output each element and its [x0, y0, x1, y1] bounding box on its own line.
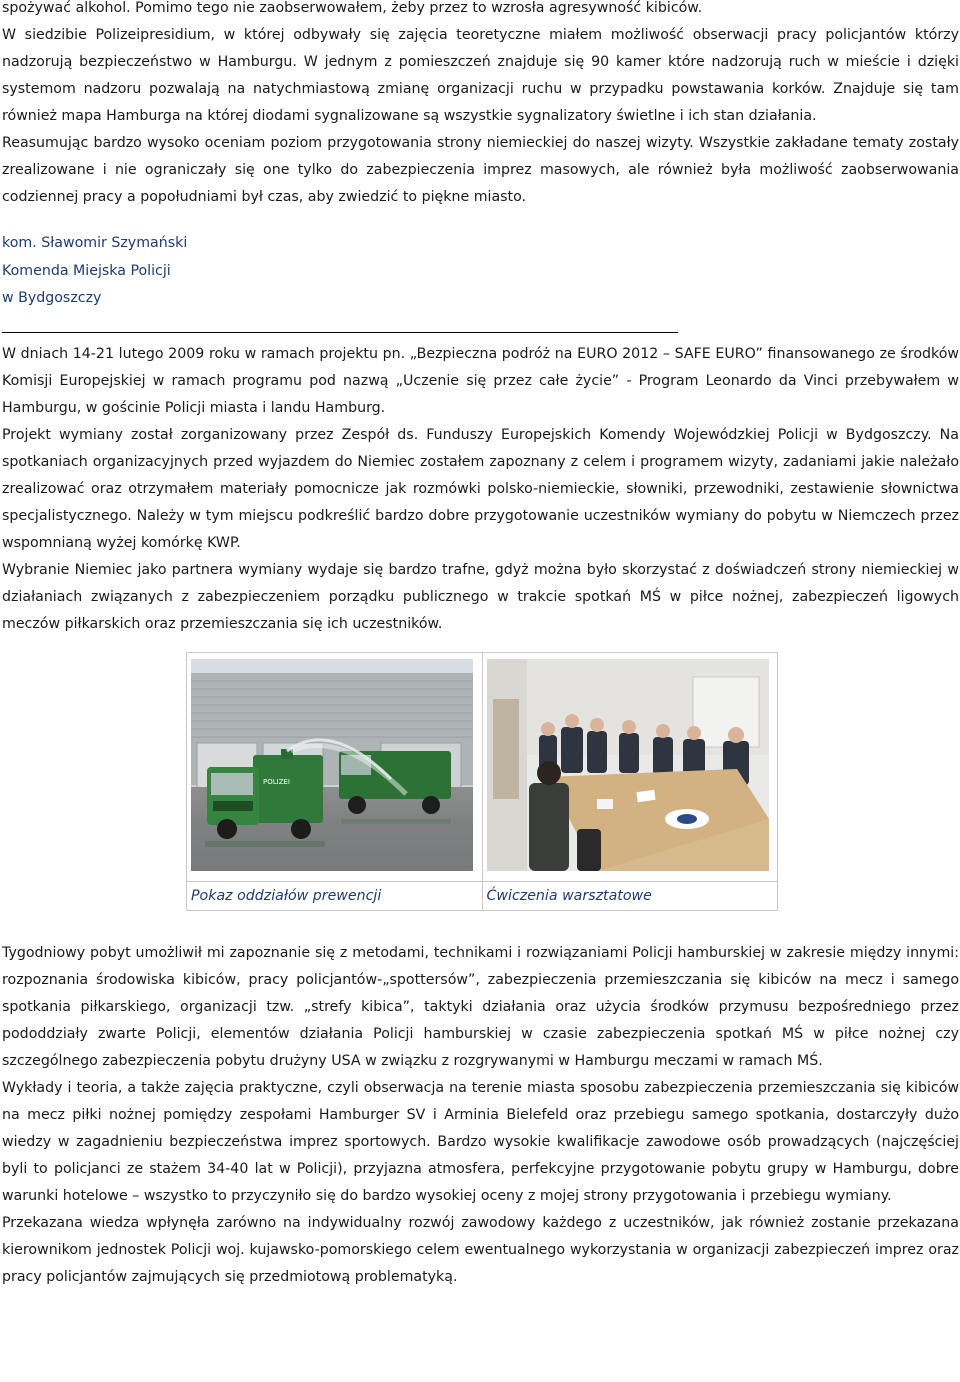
photo-workshop-meeting	[487, 659, 769, 871]
vehicle-label: POLIZEI	[263, 777, 290, 786]
photo-caption-right: Ćwiczenia warsztatowe	[482, 881, 778, 910]
paragraph: Przekazana wiedza wpłynęła zarówno na indywidualny rozwój zawodowy każdego z uczestników, jak również zostanie przekazana kierownikom jednostek Policji woj. kujawsko-pomorskiego celem ewentualnego wykorzystania w organizacji zabezpieczeń imprez oraz pracy policjantów zajmujących się przedmiotową problematyką.	[2, 1214, 959, 1285]
author-signature	[2, 230, 959, 313]
photo-table	[186, 652, 778, 911]
photo-police-water-cannons	[191, 659, 473, 871]
photo-caption-left: Pokaz oddziałów prewencji	[187, 881, 483, 910]
photo-cell-right	[482, 652, 778, 881]
photo-cell-left	[187, 652, 483, 881]
author-city: w Bydgoszczy	[2, 290, 102, 306]
paragraph: Wykłady i teoria, a także zajęcia praktyczne, czyli obserwacja na terenie miasta sposobu zabezpieczenia przemieszczania się kibiców na mecz piłki nożnej pomiędzy zespołami Hamburger SV i Arminia Bielefeld oraz przebiegu samego spotkania, dostarczyły dużo wiedzy w zagadnieniu bezpieczeństwa imprez sportowych. Bardzo wysokie kwalifikacje zawodowe osób prowadzących (najczęściej byli to policjanci ze stażem 34-40 lat w Policji), przyjazna atmosfera, perfekcyjne przygotowanie pobytu grupy w Hamburgu, dobre warunki hotelowe – wszystko to przyczyniło się do bardzo wysokiej oceny z mojej strony przygotowania i przebiegu wymiany.	[2, 1079, 959, 1204]
paragraph: spożywać alkohol. Pomimo tego nie zaobserwowałem, żeby przez to wzrosła agresywność kibiców.	[2, 0, 703, 16]
document-page	[2, 0, 959, 1291]
paragraph: Wybranie Niemiec jako partnera wymiany wydaje się bardzo trafne, gdyż można było skorzystać z doświadczeń strony niemieckiej w działaniach związanych z zabezpieczeniem porządku publicznego w trakcie spotkań MŚ w piłce nożnej, zabezpieczeń ligowych meczów piłkarskich oraz przemieszczania się ich uczestników.	[2, 561, 959, 632]
meeting-room-photo	[487, 659, 769, 871]
author-name: kom. Sławomir Szymański	[2, 235, 188, 251]
horizontal-rule	[2, 332, 678, 333]
author-unit: Komenda Miejska Policji	[2, 262, 171, 279]
closing-section	[2, 940, 959, 1291]
paragraph: W dniach 14-21 lutego 2009 roku w ramach projektu pn. „Bezpieczna podróż na EURO 2012 – SAFE EURO” finansowanego ze środków Komisji Europejskiej w ramach programu pod nazwą „Uczenie się przez całe życie” - Program Leonardo da Vinci przebywałem w Hamburgu, w gościnie Policji miasta i landu Hamburg.	[2, 345, 959, 416]
water-cannon-photo	[191, 659, 473, 871]
paragraph: Projekt wymiany został zorganizowany przez Zespół ds. Funduszy Europejskich Komendy Wojewódzkiej Policji w Bydgoszczy. Na spotkaniach organizacyjnych przed wyjazdem do Niemiec zostałem zapoznany z celem i programem wizyty, zadaniami jakie należało zrealizować oraz otrzymałem materiały pomocnicze jak rozmówki polsko-niemieckie, słowniki, przewodniki, zestawienie słownictwa specjalistycznego. Należy w tym miejscu podkreślić bardzo dobre przygotowanie uczestników wymiany do pobytu w Niemczech przez wspomnianą wyżej komórkę KWP.	[2, 426, 959, 551]
paragraph: W siedzibie Polizeipresidium, w której odbywały się zajęcia teoretyczne miałem możliwość obserwacji pracy policjantów którzy nadzorują bezpieczeństwo w Hamburgu. W jednym z pomieszczeń znajduje się 90 kamer które nadzorują ruch w mieście i dzięki systemom nadzoru pozwalają na natychmiastową zmianę organizacji ruchu w przypadku powstawania korków. Znajduje się tam również mapa Hamburga na której diodami sygnalizowane są wszystkie sygnalizatory świetlne i ich stan działania.	[2, 27, 959, 124]
paragraph: Reasumując bardzo wysoko oceniam poziom przygotowania strony niemieckiej do naszej wizyty. Wszystkie zakładane tematy zostały zrealizowane i nie ograniczały się one tylko do zabezpieczenia imprez masowych, ale również była możliwość zaobserwowania codziennej pracy a popołudniami był czas, aby zwiedzić to piękne miasto.	[2, 135, 959, 205]
paragraph: Tygodniowy pobyt umożliwił mi zapoznanie się z metodami, technikami i rozwiązaniami Policji hamburskiej w zakresie między innymi: rozpoznania środowiska kibiców, pracy policjantów-„spottersów”, zabezpieczenia przemieszczania się kibiców na mecz i samego spotkania piłkarskiego, organizacji tzw. „strefy kibica”, taktyki działania oraz użycia środków przymusu bezpośredniego przez pododdziały zwarte Policji, elementów działania Policji hamburskiej w czasie zabezpieczenia spotkań MŚ w piłce nożnej czy szczególnego zabezpieczenia pobytu drużyny USA w związku z rozgrywanymi w Hamburgu meczami w ramach MŚ.	[2, 944, 959, 1069]
